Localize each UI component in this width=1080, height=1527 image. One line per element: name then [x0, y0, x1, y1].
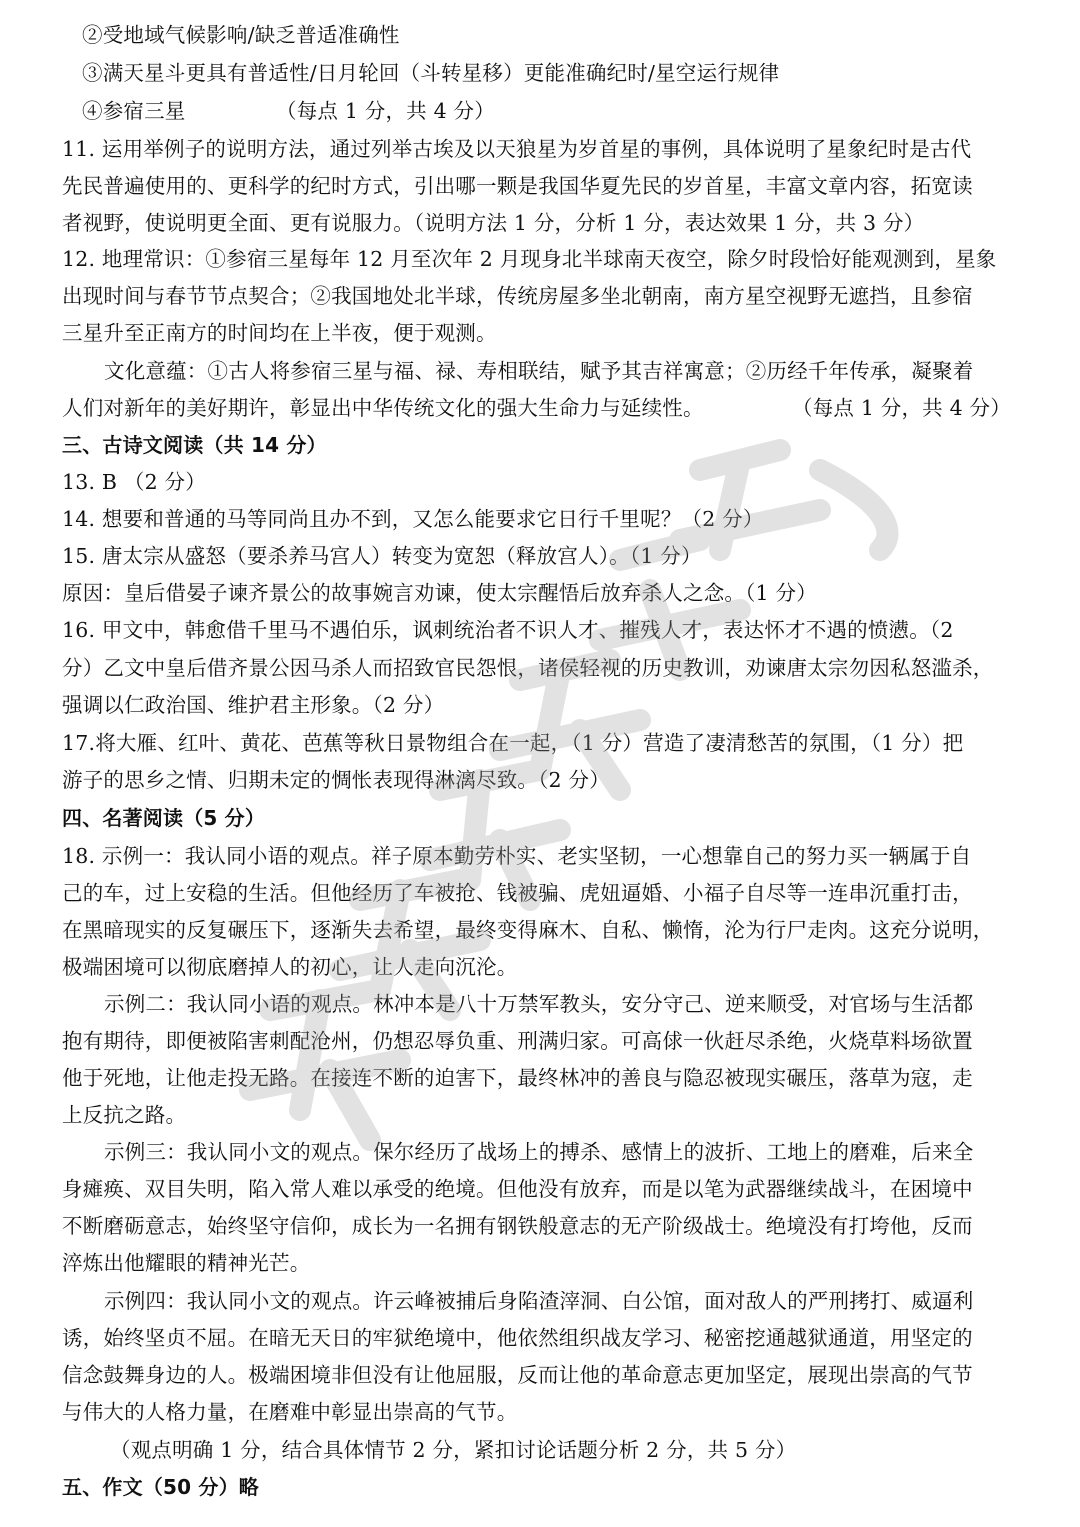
section-heading: 三、古诗文阅读（共 14 分）: [62, 433, 327, 457]
answer-line: 强调以仁政治国、维护君主形象。（2 分）: [62, 693, 445, 717]
answer-line: 15. 唐太宗从盛怒（要杀养马宫人）转变为宽恕（释放宫人）。（1 分）: [62, 544, 702, 568]
answer-line: 者视野，使说明更全面、更有说服力。（说明方法 1 分，分析 1 分，表达效果 1 分，共 3 分）: [62, 211, 925, 235]
answer-line: 他于死地，让他走投无路。在接连不断的迫害下，最终林冲的善良与隐忍被现实碾压，落草为寇，走: [62, 1066, 973, 1090]
answer-line: 先民普遍使用的、更科学的纪时方式，引出哪一颗是我国华夏先民的岁首星，丰富文章内容，拓宽读: [62, 174, 973, 198]
watermark-stroke: [680, 450, 820, 550]
answer-line: 诱，始终坚贞不屈。在暗无天日的牢狱绝境中，他依然组织战友学习、秘密挖通越狱通道，用坚定的: [62, 1326, 973, 1350]
answer-line: 人们对新年的美好期许，彰显出中华传统文化的强大生命力与延续性。: [62, 396, 704, 420]
answer-line: 抱有期待，即便被陷害刺配沧州，仍想忍辱负重、刑满归家。可高俅一伙赶尽杀绝，火烧草料场欲置: [62, 1029, 973, 1053]
watermark-stroke: [820, 470, 888, 550]
answer-line: 游子的思乡之情、归期未定的惆怅表现得淋漓尽致。（2 分）: [62, 768, 610, 792]
answer-line: 原因：皇后借晏子谏齐景公的故事婉言劝谏，使太宗醒悟后放弃杀人之念。（1 分）: [62, 581, 817, 605]
answer-line: 12. 地理常识：①参宿三星每年 12 月至次年 2 月现身北半球南天夜空，除夕时段恰好能观测到，星象: [62, 247, 997, 271]
answer-line: ③满天星斗更具有普适性/日月轮回（斗转星移）更能准确纪时/星空运行规律: [82, 61, 780, 85]
answer-line: ②受地域气候影响/缺乏普适准确性: [82, 23, 400, 47]
section-heading: 五、作文（50 分）略: [62, 1475, 259, 1499]
answer-line: 三星升至正南方的时间均在上半夜，便于观测。: [62, 321, 497, 345]
answer-line: 淬炼出他耀眼的精神光芒。: [62, 1251, 311, 1275]
section-heading: 四、名著阅读（5 分）: [62, 806, 266, 830]
answer-line: 己的车，过上安稳的生活。但他经历了车被抢、钱被骗、虎妞逼婚、小福子自尽等一连串沉重打击，: [62, 881, 973, 905]
score-note: （观点明确 1 分，结合具体情节 2 分，紧扣讨论话题分析 2 分，共 5 分）: [110, 1438, 797, 1462]
answer-line: 17.将大雁、红叶、黄花、芭蕉等秋日景物组合在一起，（1 分）营造了凄清愁苦的氛围，（1 分）把: [62, 731, 964, 755]
answer-line: 13. B （2 分）: [62, 470, 206, 494]
answer-line: ④参宿三星: [82, 99, 186, 123]
answer-line: 示例二：我认同小语的观点。林冲本是八十万禁军教头，安分守己、逆来顺受，对官场与生活都: [104, 992, 974, 1016]
answer-line: 极端困境可以彻底磨掉人的初心，让人走向沉沦。: [62, 955, 518, 979]
answer-line: 信念鼓舞身边的人。极端困境非但没有让他屈服，反而让他的革命意志更加坚定，展现出崇高的气节: [62, 1363, 973, 1387]
answer-line: 文化意蕴：①古人将参宿三星与福、禄、寿相联结，赋予其吉祥寓意；②历经千年传承，凝聚着: [104, 359, 974, 383]
answer-line: 身瘫痪、双目失明，陷入常人难以承受的绝境。但他没有放弃，而是以笔为武器继续战斗，在困境中: [62, 1177, 973, 1201]
answer-line: 示例三：我认同小文的观点。保尔经历了战场上的搏杀、感情上的波折、工地上的磨难，后来全: [104, 1140, 974, 1164]
answer-line: 16. 甲文中，韩愈借千里马不遇伯乐，讽刺统治者不识人才、摧残人才，表达怀才不遇的愤懑。（2: [62, 618, 954, 642]
answer-line: 在黑暗现实的反复碾压下，逐渐失去希望，最终变得麻木、自私、懒惰，沦为行尸走肉。这充分说明，: [62, 918, 994, 942]
answer-line: 14. 想要和普通的马等同尚且办不到，又怎么能要求它日行千里呢？（2 分）: [62, 507, 764, 531]
answer-line: 分）乙文中皇后借齐景公因马杀人而招致官民怨恨，诸侯轻视的历史教训，劝谏唐太宗勿因私怒滥杀，: [62, 656, 994, 680]
answer-line: 11. 运用举例子的说明方法，通过列举古埃及以天狼星为岁首星的事例，具体说明了星象纪时是古代: [62, 137, 972, 161]
answer-line: 不断磨砺意志，始终坚守信仰，成长为一名拥有钢铁般意志的无产阶级战士。绝境没有打垮他，反而: [62, 1214, 973, 1238]
score-note: （每点 1 分，共 4 分）: [276, 99, 495, 123]
answer-line: 与伟大的人格力量，在磨难中彰显出崇高的气节。: [62, 1400, 518, 1424]
answer-line: 出现时间与春节节点契合；②我国地处北半球，传统房屋多坐北朝南，南方星空视野无遮挡，且参宿: [62, 284, 973, 308]
score-note: （每点 1 分，共 4 分）: [792, 396, 1011, 420]
answer-line: 上反抗之路。: [62, 1103, 187, 1127]
answer-line: 18. 示例一：我认同小语的观点。祥子原本勤劳朴实、老实坚韧，一心想靠自己的努力买一辆属于自: [62, 844, 972, 868]
answer-line: 示例四：我认同小文的观点。许云峰被捕后身陷渣滓洞、白公馆，面对敌人的严刑拷打、威逼利: [104, 1289, 974, 1313]
